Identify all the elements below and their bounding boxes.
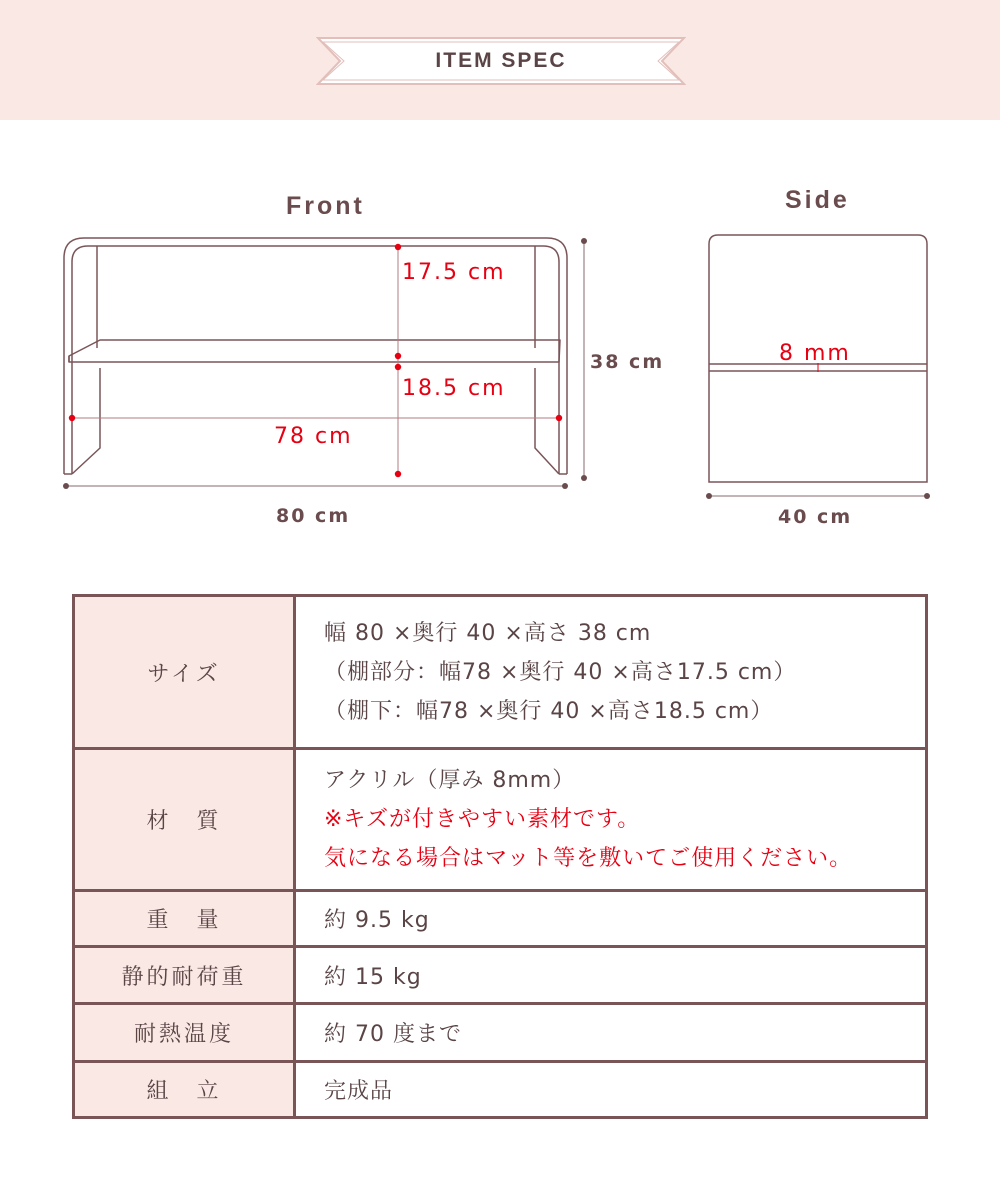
section-title: ITEM SPEC <box>435 49 567 72</box>
size-line-2: （棚部分：幅78 ×奥行 40 ×高さ17.5 cm） <box>324 659 797 685</box>
dim-dot-shelf-top <box>395 353 401 359</box>
dim-dot-bottom <box>395 471 401 477</box>
assembly-value: 完成品 <box>295 1062 927 1118</box>
depth-label: 40 cm <box>778 506 853 528</box>
dim-dot-inner-right <box>556 415 562 421</box>
thickness-label: 8 mm <box>779 341 851 366</box>
side-dark-dimensions <box>706 493 930 499</box>
upper-height-label: 17.5 cm <box>402 260 506 285</box>
size-key: サイズ <box>74 596 295 749</box>
side-view-title: Side <box>785 186 850 214</box>
heat-key: 耐熱温度 <box>74 1004 295 1062</box>
total-width-label: 80 cm <box>276 505 351 527</box>
material-note-2: 気になる場合はマット等を敷いてご使用ください。 <box>324 846 853 871</box>
front-view-title: Front <box>286 192 365 220</box>
heat-value: 約 70 度まで <box>295 1004 927 1062</box>
weight-key: 重 量 <box>74 891 295 947</box>
load-value: 約 15 kg <box>295 947 927 1004</box>
material-note-1: ※キズが付きやすい素材です。 <box>324 807 641 832</box>
load-key: 静的耐荷重 <box>74 947 295 1004</box>
spec-row-material <box>74 749 927 891</box>
spec-row-size <box>74 596 927 749</box>
material-line-1: アクリル（厚み 8mm） <box>324 768 576 793</box>
spec-table <box>72 594 928 1119</box>
spec-diagram <box>0 0 1000 560</box>
size-line-1: 幅 80 ×奥行 40 ×高さ 38 cm <box>324 620 652 646</box>
size-value <box>295 596 927 749</box>
spec-row-assembly <box>74 1062 927 1118</box>
material-value <box>295 749 927 891</box>
spec-row-load <box>74 947 927 1004</box>
material-key: 材 質 <box>74 749 295 891</box>
weight-value: 約 9.5 kg <box>295 891 927 947</box>
front-dark-dimensions <box>63 238 587 489</box>
size-line-3: （棚下：幅78 ×奥行 40 ×高さ18.5 cm） <box>324 698 774 724</box>
total-height-label: 38 cm <box>590 351 665 373</box>
assembly-key: 組 立 <box>74 1062 295 1118</box>
spec-row-weight <box>74 891 927 947</box>
inner-width-label: 78 cm <box>274 424 353 449</box>
dim-dot-shelf-bottom <box>395 364 401 370</box>
dim-dot-inner-left <box>69 415 75 421</box>
spec-row-heat <box>74 1004 927 1062</box>
lower-height-label: 18.5 cm <box>402 376 506 401</box>
dim-dot-top <box>395 244 401 250</box>
